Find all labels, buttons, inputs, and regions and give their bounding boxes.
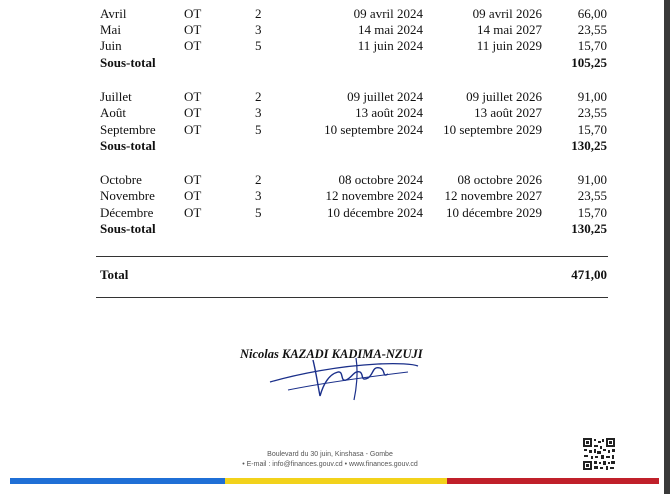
end-date-cell: 10 décembre 2029 xyxy=(445,205,542,220)
handwritten-signature xyxy=(268,352,438,402)
start-date-cell: 13 août 2024 xyxy=(355,105,423,120)
duration-cell: 2 xyxy=(255,6,262,21)
table-row xyxy=(0,205,664,221)
duration-cell: 3 xyxy=(255,188,262,203)
duration-cell: 5 xyxy=(255,38,262,53)
month-cell: Novembre xyxy=(100,188,155,203)
total-amount: 471,00 xyxy=(571,267,607,282)
total-top-rule xyxy=(96,256,608,257)
type-cell: OT xyxy=(184,89,202,104)
month-cell: Mai xyxy=(100,22,121,37)
duration-cell: 3 xyxy=(255,105,262,120)
month-cell: Août xyxy=(100,105,126,120)
type-cell: OT xyxy=(184,122,202,137)
page-edge xyxy=(664,0,670,494)
duration-cell: 2 xyxy=(255,89,262,104)
duration-cell: 5 xyxy=(255,205,262,220)
footer-address: Boulevard du 30 juin, Kinshasa - Gombe xyxy=(267,451,393,458)
type-cell: OT xyxy=(184,6,202,21)
subtotal-row xyxy=(0,55,664,71)
amount-cell: 23,55 xyxy=(577,22,607,37)
type-cell: OT xyxy=(184,105,202,120)
start-date-cell: 09 avril 2024 xyxy=(353,6,423,21)
total-row xyxy=(0,267,664,283)
amount-cell: 15,70 xyxy=(577,38,607,53)
end-date-cell: 09 juillet 2026 xyxy=(466,89,542,104)
duration-cell: 3 xyxy=(255,22,262,37)
amount-cell: 15,70 xyxy=(577,205,607,220)
subtotal-label: Sous-total xyxy=(100,138,156,153)
amount-cell: 91,00 xyxy=(577,89,607,104)
footer-contact: • E-mail : info@finances.gouv.cd • www.finances.gouv.cd xyxy=(242,461,418,468)
type-cell: OT xyxy=(184,205,202,220)
amount-cell: 91,00 xyxy=(577,172,607,187)
start-date-cell: 10 septembre 2024 xyxy=(324,122,423,137)
subtotal-amount: 130,25 xyxy=(571,138,607,153)
end-date-cell: 11 juin 2029 xyxy=(476,38,542,53)
table-row xyxy=(0,22,664,38)
end-date-cell: 12 novembre 2027 xyxy=(444,188,542,203)
end-date-cell: 13 août 2027 xyxy=(474,105,542,120)
start-date-cell: 11 juin 2024 xyxy=(357,38,423,53)
qr-code-icon xyxy=(582,437,616,471)
amount-cell: 23,55 xyxy=(577,188,607,203)
start-date-cell: 09 juillet 2024 xyxy=(347,89,423,104)
type-cell: OT xyxy=(184,172,202,187)
month-cell: Septembre xyxy=(100,122,156,137)
month-cell: Juillet xyxy=(100,89,132,104)
table-row xyxy=(0,172,664,188)
subtotal-row xyxy=(0,221,664,237)
month-cell: Décembre xyxy=(100,205,154,220)
signatory-name: Nicolas KAZADI KADIMA-NZUJI xyxy=(240,347,423,361)
start-date-cell: 10 décembre 2024 xyxy=(326,205,423,220)
type-cell: OT xyxy=(184,188,202,203)
month-cell: Juin xyxy=(100,38,122,53)
subtotal-row xyxy=(0,138,664,154)
end-date-cell: 14 mai 2027 xyxy=(477,22,542,37)
table-row xyxy=(0,38,664,54)
table-row xyxy=(0,122,664,138)
total-label: Total xyxy=(100,267,129,282)
month-cell: Avril xyxy=(100,6,127,21)
end-date-cell: 10 septembre 2029 xyxy=(443,122,542,137)
end-date-cell: 08 octobre 2026 xyxy=(457,172,542,187)
subtotal-label: Sous-total xyxy=(100,55,156,70)
flag-band-yellow xyxy=(225,478,447,484)
duration-cell: 5 xyxy=(255,122,262,137)
table-row xyxy=(0,6,664,22)
type-cell: OT xyxy=(184,22,202,37)
flag-band-red xyxy=(447,478,659,484)
table-row xyxy=(0,89,664,105)
amount-cell: 66,00 xyxy=(577,6,607,21)
total-bottom-rule xyxy=(96,297,608,298)
start-date-cell: 08 octobre 2024 xyxy=(338,172,423,187)
month-cell: Octobre xyxy=(100,172,142,187)
table-row xyxy=(0,105,664,121)
end-date-cell: 09 avril 2026 xyxy=(472,6,542,21)
subtotal-amount: 105,25 xyxy=(571,55,607,70)
amount-cell: 23,55 xyxy=(577,105,607,120)
duration-cell: 2 xyxy=(255,172,262,187)
subtotal-amount: 130,25 xyxy=(571,221,607,236)
start-date-cell: 12 novembre 2024 xyxy=(325,188,423,203)
table-row xyxy=(0,188,664,204)
start-date-cell: 14 mai 2024 xyxy=(358,22,423,37)
type-cell: OT xyxy=(184,38,202,53)
subtotal-label: Sous-total xyxy=(100,221,156,236)
flag-band-blue xyxy=(10,478,225,484)
amount-cell: 15,70 xyxy=(577,122,607,137)
